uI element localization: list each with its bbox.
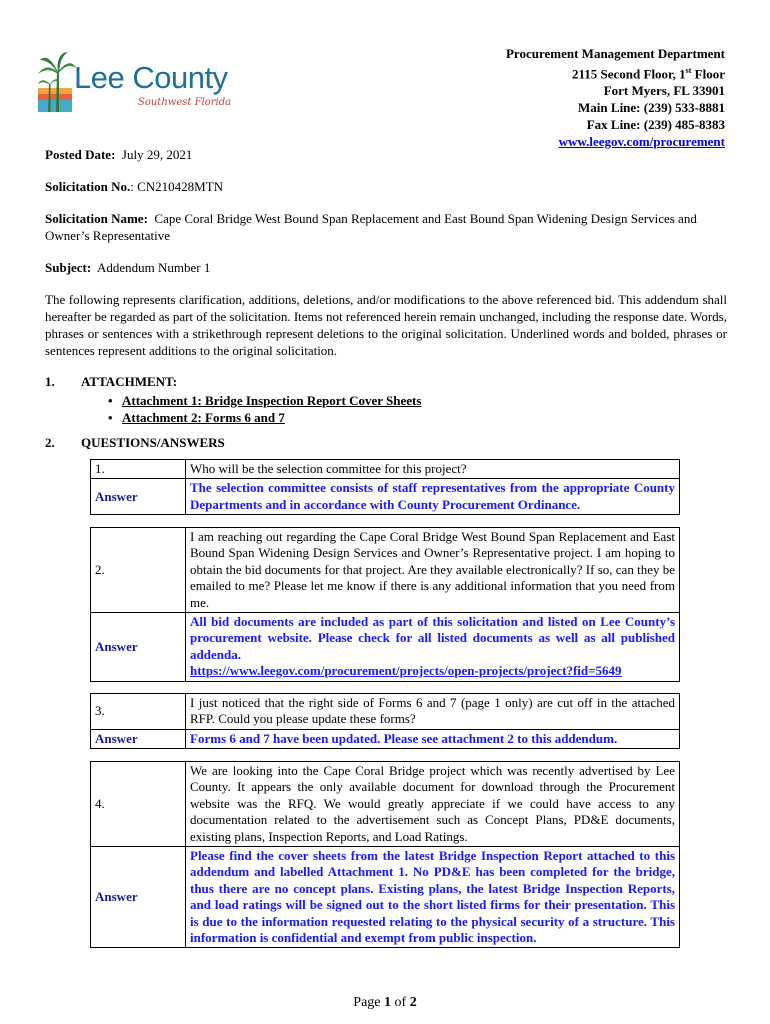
logo-wordmark: Lee County: [74, 60, 228, 95]
fax-number: Fax Line: (239) 485-8383: [586, 117, 725, 133]
page-footer: Page 1 of 2: [353, 995, 417, 1010]
table-row: [91, 847, 680, 948]
table-row: [91, 479, 680, 515]
question-text: Who will be the selection committee for this project?: [186, 460, 680, 479]
table-row: [91, 729, 680, 748]
answer-label: Answer: [91, 847, 186, 948]
main-phone: Main Line: (239) 533-8881: [578, 100, 725, 116]
table-row: [91, 694, 680, 730]
question-number: 2.: [91, 528, 186, 613]
logo-tagline: Southwest Florida: [138, 97, 232, 108]
subject: Subject: Addendum Number 1: [45, 260, 211, 275]
street-address: 2115 Second Floor, 1st Floor: [571, 66, 725, 82]
question-text: We are looking into the Cape Coral Bridge project which was recently advertised by Lee County. It appears the only available document for download through the Procurement website was the RFQ. We would greatly appreciate if we could have access to any documentation related to the advertisement such as Concept Plans, PD&E documents, existing plans, Inspection Reports, and Load Ratings.: [186, 762, 680, 847]
section-attachment-heading: 1. ATTACHMENT:: [45, 374, 178, 389]
project-link[interactable]: https://www.leegov.com/procurement/projects/open-projects/project?fid=5649: [190, 663, 622, 679]
question-number: 1.: [91, 460, 186, 479]
solicitation-name: Solicitation Name: Cape Coral Bridge West Bound Span Replacement and East Bound Span Widening Design Services and Owner’s Representative: [45, 211, 697, 243]
attachment-list: [108, 392, 421, 426]
answer-label: Answer: [91, 479, 186, 515]
city-state-zip: Fort Myers, FL 33901: [603, 83, 725, 99]
procurement-website-link[interactable]: www.leegov.com/procurement: [558, 134, 725, 150]
lee-county-logo: [36, 50, 232, 114]
answer-text: The selection committee consists of staff representatives from the appropriate County Departments and in accordance with County Procurement Ordinance.: [186, 479, 680, 515]
question-text: I am reaching out regarding the Cape Coral Bridge West Bound Span Replacement and East Bound Span Widening Design Services and Owner’s Representative project. I am hoping to obtain the bid documents for that project. Are they available electronically? If so, can they be emailed to me? Please let me know if there is any additional information that you need from me.: [186, 528, 680, 613]
table-row: [91, 460, 680, 479]
qa-table-1: [90, 459, 680, 515]
question-number: 4.: [91, 762, 186, 847]
solicitation-number: Solicitation No.: CN210428MTN: [45, 179, 224, 194]
intro-paragraph: The following represents clarification, additions, deletions, and/or modifications to the above referenced bid. This addendum shall hereafter be regarded as part of the solicitation. Items not referenced herein remain unchanged, including the response date. Words, phrases or sentences with a strikethrough represent deletions to the original solicitation. Underlined words and bolded, phrases or sentences represent additions to the original solicitation.: [45, 292, 727, 358]
question-number: 3.: [91, 694, 186, 730]
answer-label: Answer: [91, 729, 186, 748]
total-pages: 2: [409, 995, 417, 1010]
question-text: I just noticed that the right side of Forms 6 and 7 (page 1 only) are cut off in the attached RFP. Could you please update these forms?: [186, 694, 680, 730]
posted-date: Posted Date: July 29, 2021: [45, 147, 193, 162]
answer-label: Answer: [91, 613, 186, 682]
answer-cell: [186, 613, 680, 682]
table-row: [91, 528, 680, 613]
qa-table-3: [90, 693, 680, 749]
qa-table-4: [90, 761, 680, 948]
table-row: [91, 613, 680, 682]
current-page: 1: [384, 995, 392, 1010]
list-item: • Attachment 2: Forms 6 and 7: [108, 410, 285, 425]
answer-text: All bid documents are included as part of this solicitation and listed on Lee County’s procurement website. Please check for all listed documents as well as all published addenda.: [190, 614, 675, 662]
table-row: [91, 762, 680, 847]
answer-text: Forms 6 and 7 have been updated. Please see attachment 2 to this addendum.: [186, 729, 680, 748]
list-item: • Attachment 1: Bridge Inspection Report Cover Sheets: [108, 393, 422, 408]
answer-text: Please find the cover sheets from the latest Bridge Inspection Report attached to this addendum and labelled Attachment 1. No PD&E has been completed for the bridge, thus there are no concept plans. Existing plans, the latest Bridge Inspection Reports, and load ratings will be signed out to the short listed firms for their presentation. This is due to the information requested relating to the physical security of a structure. This information is confidential and exempt from public inspection.: [186, 847, 680, 948]
qa-table-2: [90, 527, 680, 682]
palm-tree-sunset-icon: [36, 50, 76, 114]
department-address: [506, 45, 725, 150]
section-qa-heading: 2. QUESTIONS/ANSWERS: [45, 435, 225, 450]
department-name: Procurement Management Department: [505, 46, 725, 61]
